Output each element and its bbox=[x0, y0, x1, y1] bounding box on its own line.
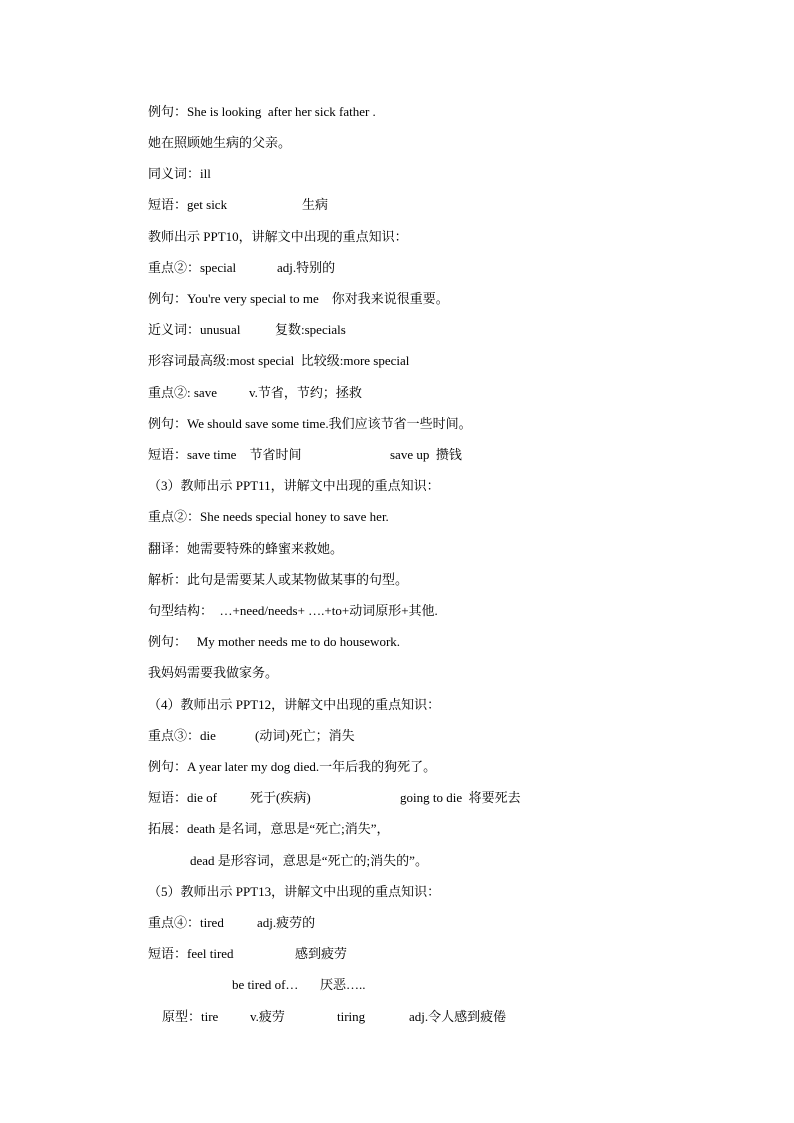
document-page: 例句：She is looking after her sick father . 她在照顾她生病的父亲。 同义词：ill 短语：get sick 生病 教师出示 PPT10，讲解文中出现的重点知识： 重点②：special adj.特别的 例句：You're very special to me 你对我来说很重要。 近义词：unusual 复数:specials 形容词最高级:most special 比较级:more special 重点②: save v.节省，节约；拯救 例句：We should save some time.我们应该节省一些时间。 短语：save time 节省时间 save up 攒钱 （3）教师出示 PPT11，讲解文中出现的重点知识： 重点②：She needs special honey to save her. 翻译：她需要特殊的蜂蜜来救她。 解析：此句是需要某人或某物做某事的句型。 句型结构： …+need/needs+ ….+to+动词原形+其他. 例句： My mother needs me to do housework. 我妈妈需要我做家务。 （4）教师出示 PPT12，讲解文中出现的重点知识： 重点③：die (动词)死亡；消失 例句：A year later my dog died.一年后我的狗死了。 短语：die of 死于(疾病) going to die 将要死去 拓展：death 是名词，意思是“死亡;消失”， dead 是形容词，意思是“死亡的;消失的”。 （5）教师出示 PPT13，讲解文中出现的重点知识： 重点④：tired adj.疲劳的 短语：feel tired 感到疲劳 be tired of… 厌恶….. 原型：tire v.疲劳 tiring adj.令人感到疲倦 bbox=[148, 104, 521, 1024]
